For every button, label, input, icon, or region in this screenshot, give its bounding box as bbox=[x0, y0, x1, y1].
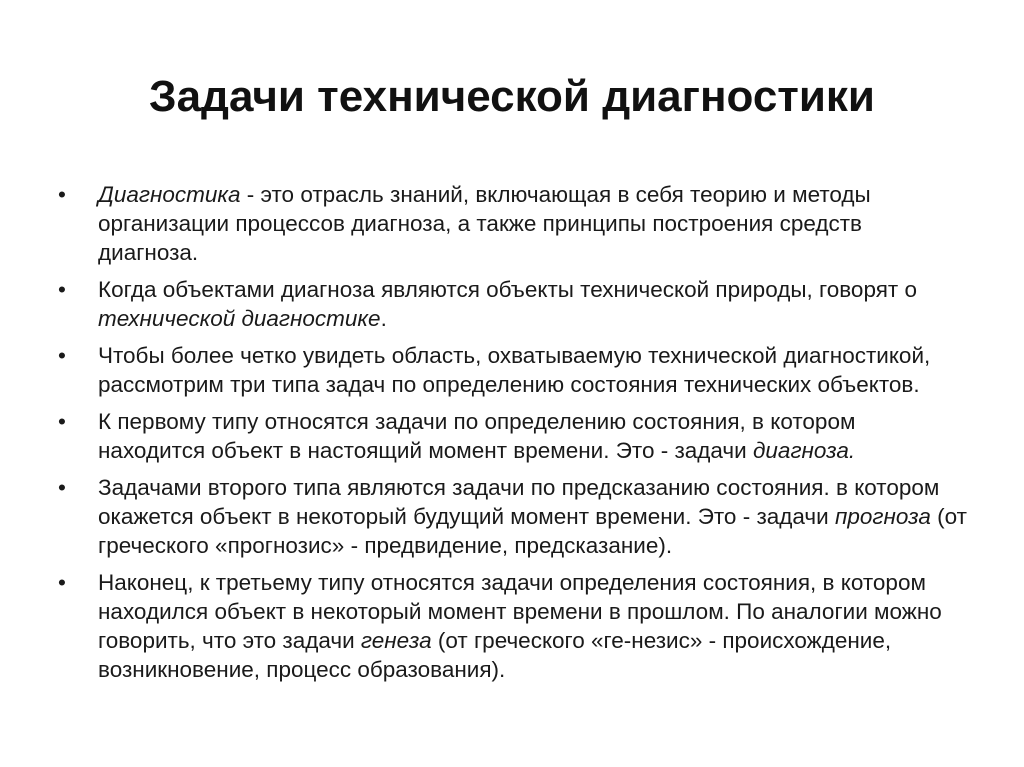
bullet-dot-icon: • bbox=[58, 182, 66, 207]
bullet-dot-icon: • bbox=[58, 570, 66, 595]
bullet-text: Наконец, к третьему типу относятся задачи определения состояния, в котором находился объект в некоторый момент времени в прошлом. По аналогии можно говорить, что это задачи bbox=[98, 570, 942, 653]
bullet-item bbox=[58, 568, 968, 684]
bullet-text-italic: прогноза bbox=[834, 504, 931, 529]
bullet-dot-icon: • bbox=[58, 475, 66, 500]
bullet-item bbox=[58, 180, 968, 267]
bullet-text: - это отрасль знаний, включающая в себя теорию и методы организации процессов диагноза, а также принципы построения средств диагноза. bbox=[98, 182, 871, 265]
bullet-text: (от греческого «ге-незис» - происхождение, возникновение, процесс образования). bbox=[98, 628, 892, 682]
bullet-dot-icon: • bbox=[58, 277, 66, 302]
bullet-text: . bbox=[380, 306, 387, 331]
bullet-text-italic: Диагностика bbox=[98, 182, 241, 207]
slide-title: Задачи технической диагностики bbox=[149, 72, 875, 121]
bullet-text-italic: диагноза. bbox=[752, 438, 856, 463]
bullet-text-italic: генеза bbox=[360, 628, 432, 653]
bullet-item bbox=[58, 341, 968, 399]
bullet-dot-icon: • bbox=[58, 343, 66, 368]
bullet-item bbox=[58, 473, 968, 560]
bullet-text: Когда объектами диагноза являются объекты технической природы, говорят о bbox=[98, 277, 917, 302]
bullet-dot-icon: • bbox=[58, 409, 66, 434]
bullet-item bbox=[58, 407, 968, 465]
bullet-text: Чтобы более четко увидеть область, охватываемую технической диагностикой, рассмотрим три типа задач по определению состояния технических объектов. bbox=[98, 343, 931, 397]
bullet-text: Задачами второго типа являются задачи по предсказанию состояния. в котором окажется объект в некоторый будущий момент времени. Это - задачи bbox=[98, 475, 940, 529]
bullet-text: (от греческого «прогнозис» - предвидение, предсказание). bbox=[98, 504, 967, 558]
bullet-list bbox=[58, 180, 968, 692]
bullet-item bbox=[58, 275, 968, 333]
bullet-text-italic: технической диагностике bbox=[98, 306, 381, 331]
bullet-text: К первому типу относятся задачи по определению состояния, в котором находится объект в настоящий момент времени. Это - задачи bbox=[98, 409, 856, 463]
